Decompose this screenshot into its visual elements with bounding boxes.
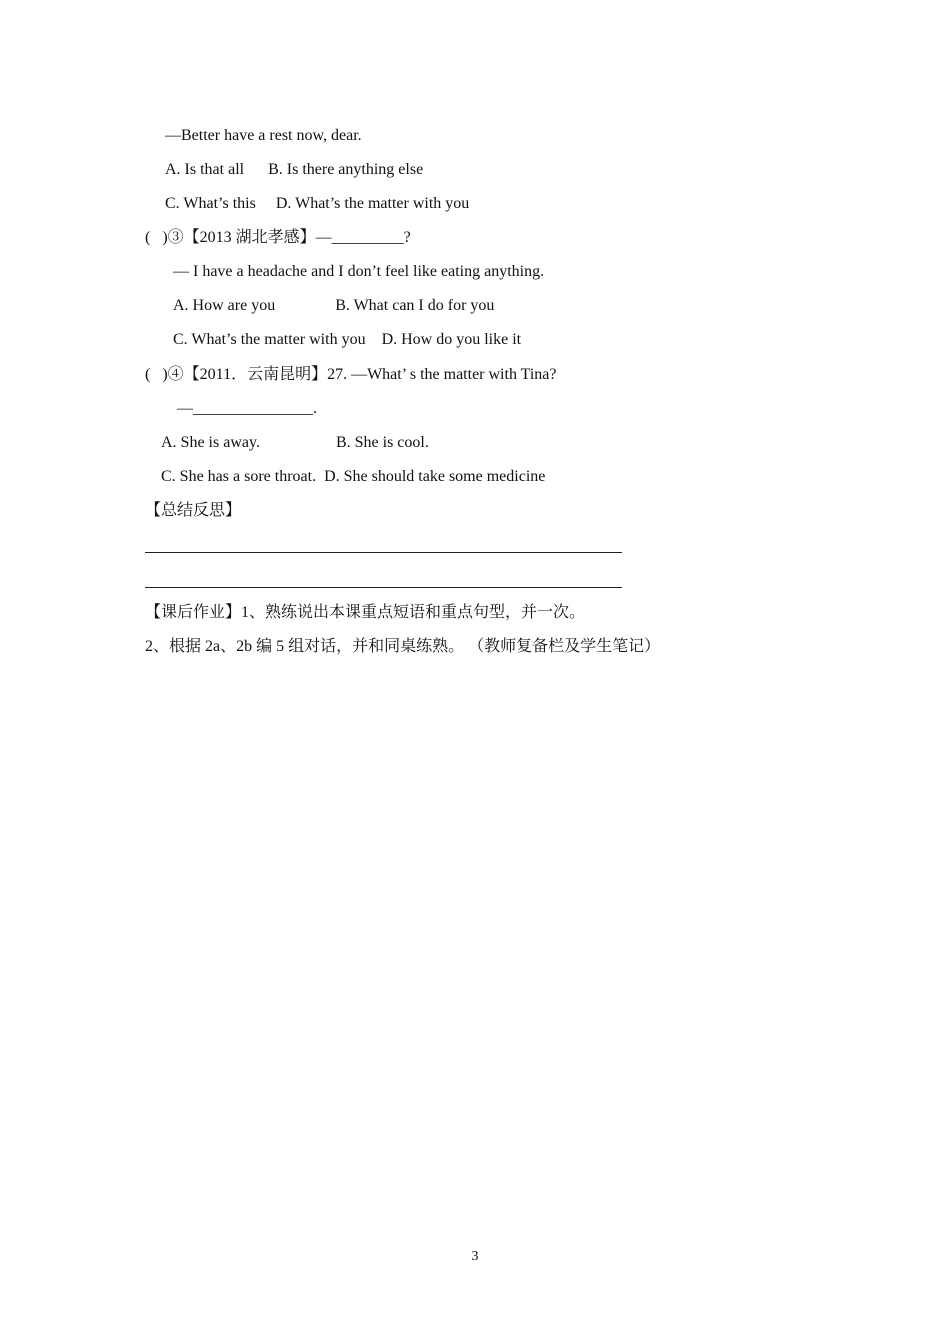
q3-options-cd: C. What’s the matter with you D. How do you like it <box>173 331 522 348</box>
summary-answer-line-1 <box>145 552 622 553</box>
q4-reply-line: —_______________. <box>177 400 317 417</box>
q2-reply-line: —Better have a rest now, dear. <box>165 127 362 144</box>
summary-answer-line-2 <box>145 587 622 588</box>
q3-stem: ( )③【2013 湖北孝感】—_________? <box>145 229 411 246</box>
homework-item-2: 2、根据 2a、2b 编 5 组对话，并和同桌练熟。 （教师复备栏及学生笔记） <box>145 638 661 655</box>
homework-item-1: 【课后作业】1、熟练说出本课重点短语和重点句型，并一次。 <box>145 604 586 621</box>
q4-stem: ( )④【2011．云南昆明】27. —What’ s the matter with Tina? <box>145 366 557 383</box>
q3-options-ab: A. How are you B. What can I do for you <box>173 297 495 314</box>
q3-reply-line: — I have a headache and I don’t feel like eating anything. <box>173 263 545 280</box>
q4-options-ab: A. She is away. B. She is cool. <box>161 434 429 451</box>
page-number: 3 <box>471 1249 479 1264</box>
q2-options-ab: A. Is that all B. Is there anything else <box>165 161 424 178</box>
q2-options-cd: C. What’s this D. What’s the matter with you <box>165 195 470 212</box>
q4-options-cd: C. She has a sore throat. D. She should take some medicine <box>161 468 546 485</box>
summary-heading: 【总结反思】 <box>145 502 242 519</box>
